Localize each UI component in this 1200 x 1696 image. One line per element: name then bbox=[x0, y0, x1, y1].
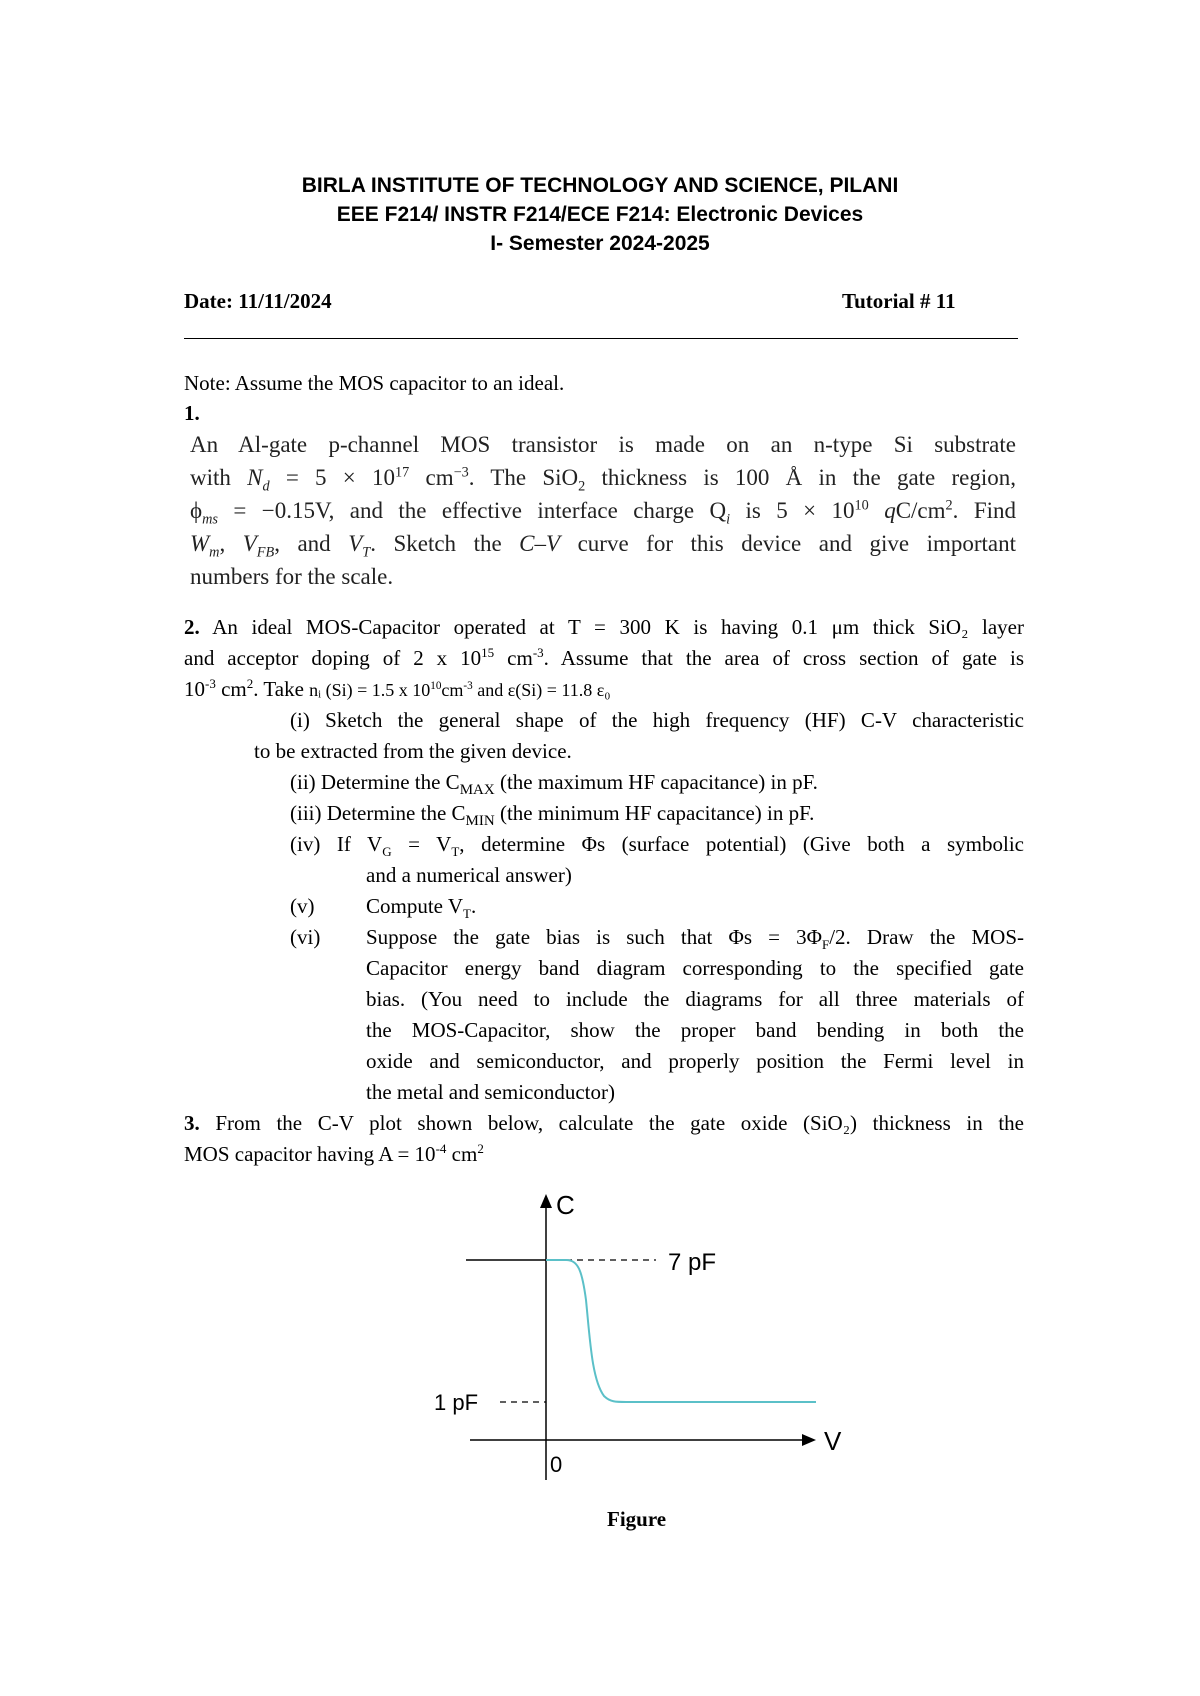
q3-line-1: 3. From the C-V plot shown below, calculate the gate oxide (SiO₂) thickness in the bbox=[184, 1111, 1024, 1135]
q2-part-iii: (iii) Determine the $C_{MIN}$ (the minimum HF capacitance) in pF. bbox=[290, 801, 815, 830]
q2-part-i: (i) Sketch the general shape of the high frequency (HF) C-V characteristic bbox=[290, 708, 1024, 732]
q2-part-ii: (ii) Determine the $C_{MAX}$ (the maximum HF capacitance) in pF. bbox=[290, 770, 818, 799]
q2-part-vi-line-5: oxide and semiconductor, and properly position the Fermi level in bbox=[366, 1049, 1024, 1073]
note-text: Note: Assume the MOS capacitor to an ideal. bbox=[184, 371, 565, 395]
divider-line bbox=[184, 338, 1018, 339]
institute-title: BIRLA INSTITUTE OF TECHNOLOGY AND SCIENCE, PILANI bbox=[301, 174, 899, 197]
q2-part-vi-line-3: bias. (You need to include the diagrams for all three materials of bbox=[366, 987, 1024, 1011]
q2-part-vi-line-4: the MOS-Capacitor, show the proper band bending in both the bbox=[366, 1018, 1024, 1042]
q1-line-4: $W_m$, $V_{FB}$, and $V_T$. Sketch the C–V curve for this device and give important bbox=[190, 531, 1016, 561]
q2-line-2: and acceptor doping of 2 x $10^{15}$ $cm^{-3}$. Assume that the area of cross section of gate is bbox=[184, 645, 1024, 670]
x-axis-label: V bbox=[824, 1426, 842, 1456]
q1-line-5: numbers for the scale. bbox=[190, 564, 394, 589]
q1-number: 1. bbox=[184, 401, 200, 425]
figure-caption: Figure bbox=[607, 1507, 667, 1531]
q2-part-iv: (iv) If $V_G = V_T$, determine Φs (surface potential) (Give both a symbolic bbox=[290, 832, 1024, 860]
y-axis-label: C bbox=[556, 1190, 575, 1220]
tutorial-label: Tutorial # 11 bbox=[842, 289, 956, 313]
cv-plot bbox=[430, 1180, 850, 1490]
q2-part-iv-cont: and a numerical answer) bbox=[366, 863, 572, 887]
q2-part-v: Compute $V_T$. bbox=[366, 894, 477, 922]
q2-part-v-number: (v) bbox=[290, 894, 315, 918]
y-axis-arrow bbox=[540, 1194, 552, 1208]
q2-part-vi-line-1: Suppose the gate bias is such that $\Phi s = 3\Phi_F/2$. Draw the MOS- bbox=[366, 925, 1024, 953]
date-label: Date: 11/11/2024 bbox=[184, 289, 332, 313]
q2-part-vi-line-6: the metal and semiconductor) bbox=[366, 1080, 615, 1104]
q2-line-3: $10^{-3}$ $cm^2$. Take nᵢ (Si) = 1.5 x $10^{10}cm^{-3}$ and ε(Si) = 11.8 ε₀ bbox=[184, 676, 611, 701]
cmin-label: 1 pF bbox=[434, 1390, 479, 1415]
cmax-label: 7 pF bbox=[668, 1249, 717, 1276]
cv-curve bbox=[546, 1260, 816, 1402]
q2-line-1: 2. An ideal MOS-Capacitor operated at T = 300 K is having 0.1 μm thick SiO₂ layer bbox=[184, 615, 1024, 639]
q1-line-2: with $N_d = 5 \times 10^{17}$ $cm^{-3}$. The SiO$_2$ thickness is 100 Å in the gate region, bbox=[190, 464, 1016, 495]
q2-part-i-cont: to be extracted from the given device. bbox=[254, 739, 572, 763]
x-axis-arrow bbox=[802, 1434, 816, 1446]
semester-title: I- Semester 2024-2025 bbox=[490, 232, 710, 255]
q1-line-1: An Al-gate p-channel MOS transistor is made on an n-type Si substrate bbox=[190, 432, 1016, 457]
origin-label: 0 bbox=[550, 1452, 563, 1477]
q2-part-vi-number: (vi) bbox=[290, 925, 321, 949]
q1-line-3: $\phi_{ms} = -0.15V$, and the effective interface charge $Q_i$ is $5 \times 10^{10}$ $qC/cm^2$. Find bbox=[190, 497, 1017, 528]
course-title: EEE F214/ INSTR F214/ECE F214: Electronic Devices bbox=[336, 203, 864, 226]
q2-part-vi-line-2: Capacitor energy band diagram corresponding to the specified gate bbox=[366, 956, 1024, 980]
q3-line-2: MOS capacitor having $A = 10^{-4}$ $cm^2$ bbox=[184, 1141, 484, 1166]
